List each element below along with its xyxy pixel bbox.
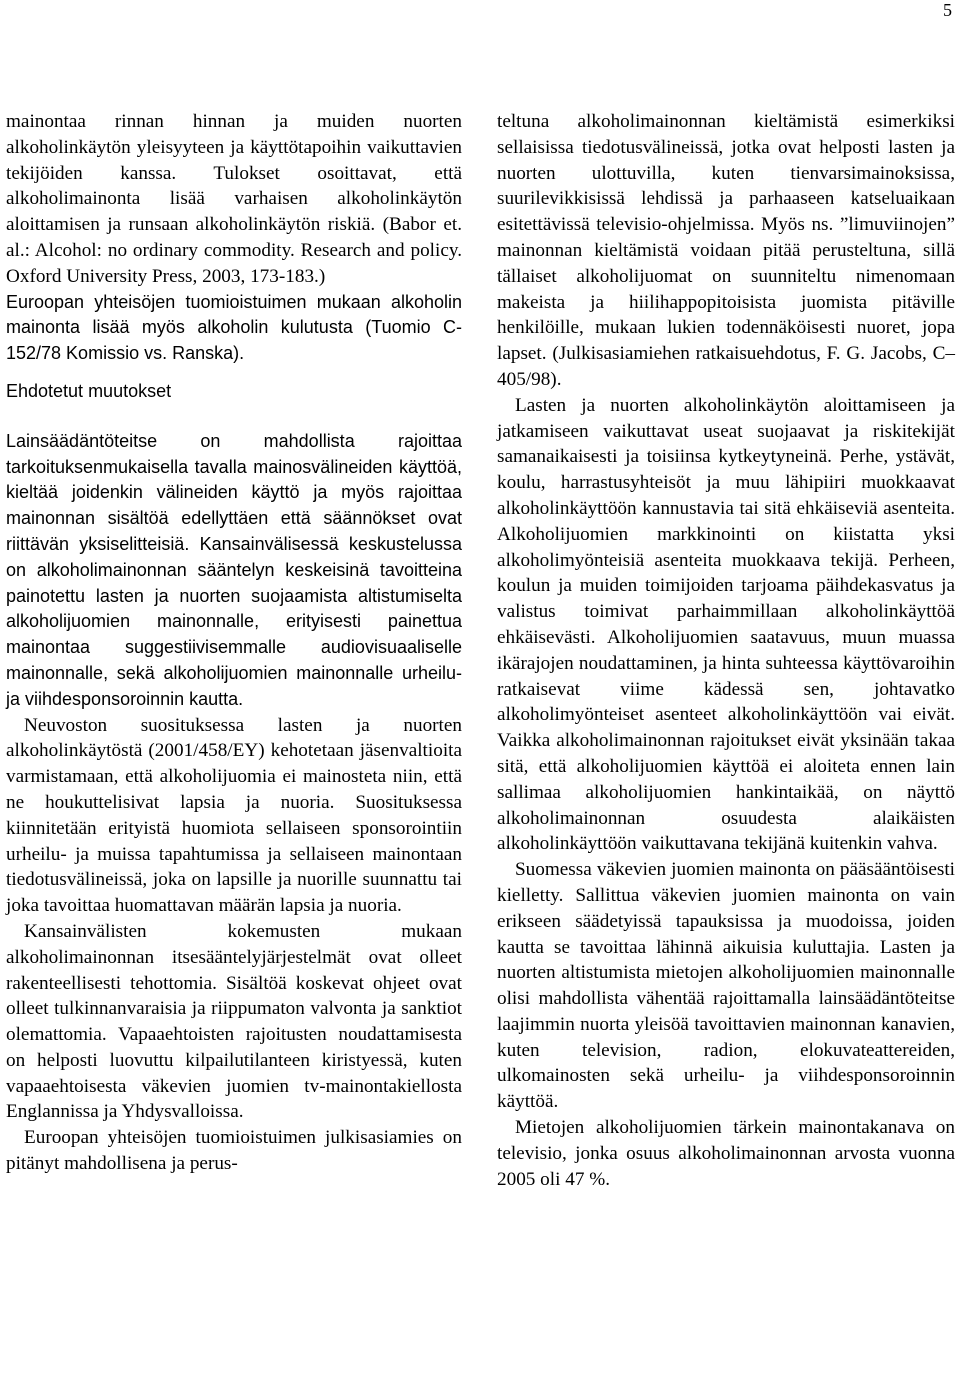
right-column	[497, 109, 955, 1192]
paragraph: Euroopan yhteisöjen tuomioistuimen mukaan alkoholin mainonta lisää myös alkoholin kulutusta (Tuomio C-152/78 Komissio vs. Ranska).	[6, 291, 462, 364]
left-column	[6, 109, 462, 1177]
paragraph: mainontaa rinnan hinnan ja muiden nuorten alkoholinkäytön yleisyyteen ja käyttötapoihin vaikuttavien tekijöiden kanssa. Tulokset osoittavat, että alkoholimainonta lisää varhaisen alkoholinkäytön aloittamisen ja runsaan alkoholinkäytön riskiä. (Babor et. al.: Alcohol: no ordinary commodity. Research and policy. Oxford University Press, 2003, 173-183.)	[6, 111, 462, 287]
paragraph: Kansainvälisten kokemusten mukaan alkoholimainonnan itsesääntelyjärjestelmät ovat olleet rakenteellisesti tehottomia. Sisältöä koskevat ohjeet ovat olleet tulkinnanvaraisia ja riippumaton valvonta ja sanktiot olemattomia. Vapaaehtoisten rajoitusten noudattamisesta on helposti luovuttu kilpailutilanteen kiristyessä, kuten vapaaehtoisesta väkevien juomien tv-mainontakiellosta Englannissa ja Yhdysvalloissa.	[6, 920, 462, 1123]
section-heading: Ehdotetut muutokset	[6, 380, 172, 401]
paragraph: teltuna alkoholimainonnan kieltämistä esimerkiksi sellaisissa tiedotusvälineissä, jotka ovat helposti lasten ja nuorten ulottuvilla, kuten tienvarsimainoksissa, suurilevikkisissä lehdissä ja parhaaseen katseluaikaan esitettävissä televisio-ohjelmissa. Myös ns. ”limuviinojen” mainonnan kieltämistä voidaan pitää perusteltuna, sillä tällaiset alkoholijuomat on suunniteltu nimenomaan makeista ja hiilihappopitoisista juomista pitäville henkilöille, mukaan lukien todennäköisesti nuoret, jopa lapset. (Julkisasiamiehen ratkaisuehdotus, F. G. Jacobs, C–405/98).	[497, 111, 955, 390]
paragraph: Mietojen alkoholijuomien tärkein mainontakanava on televisio, jonka osuus alkoholimainonnan arvosta vuonna 2005 oli 47 %.	[497, 1117, 955, 1190]
paragraph: Suomessa väkevien juomien mainonta on pääsääntöisesti kielletty. Sallittua väkevien juomien mainonta on vain erikseen säädetyissä tapauksissa ja muodoissa, joiden kautta se tavoittaa lähinnä aikuisia kuluttajia. Lasten ja nuorten altistumista mietojen alkoholijuomien mainonnalle olisi mahdollista vähentää rajoittamalla lainsäädäntöteitse laajimmin nuorta yleisöä tavoittavien mainonnan kanavien, kuten television, radion, elokuvateattereiden, ulkomainosten sekä urheilu- ja viihdesponsoroinnin käyttöä.	[497, 859, 955, 1113]
paragraph: Neuvoston suosituksessa lasten ja nuorten alkoholinkäytöstä (2001/458/EY) kehotetaan jäsenvaltioita varmistamaan, että alkoholijuomia ei mainosteta niin, että ne houkuttelisivat lapsia ja nuoria. Suosituksessa kiinnitetään erityistä huomiota sellaiseen sponsorointiin urheilu- ja muissa tapahtumissa ja sellaiseen mainontaan tiedotusvälineissä, joka on lapsille ja nuorille suunnattu tai joka tavoittaa huomattavan määrän lapsia ja nuoria.	[6, 714, 462, 917]
paragraph: Euroopan yhteisöjen tuomioistuimen julkisasiamies on pitänyt mahdollisena ja perus-	[6, 1127, 462, 1175]
paragraph: Lainsäädäntöteitse on mahdollista rajoittaa tarkoituksenmukaisella tavalla mainosvälineiden käyttöä, kieltää joidenkin välineiden käyttö ja myös rajoittaa mainonnan sisältöä edellyttäen että säännökset ovat riittävän yksiselitteisiä. Kansainvälisessä keskustelussa on alkoholimainonnan sääntelyn keskeisinä tavoitteina painotettu lasten ja nuorten suojaamista altistumiselta alkoholijuomien mainonnalle, erityisesti painettua mainontaa suggestiivisemmalle audiovisuaaliselle mainonnalle, sekä alkoholijuomien mainonnalle urheilu- ja viihdesponsoroinnin kautta.	[6, 430, 462, 709]
page-number: 5	[943, 0, 952, 20]
paragraph: Lasten ja nuorten alkoholinkäytön aloittamiseen ja jatkamiseen vaikuttavat useat suojaavat ja riskitekijät samanaikaisesti ja toisiinsa kytkeytyneinä. Perhe, ystävät, koulu, harrastusyhteisöt ja muu lähipiiri muokkaavat alkoholinkäyttöön kannustavia tai sitä ehkäiseviä asenteita. Alkoholijuomien markkinointi on kiistatta yksi alkoholimyönteisiä asenteita muokkaava tekijä. Perheen, koulun ja muiden toimijoiden tarjoama päihdekasvatus ja valistus toimivat parhaimmillaan alkoholinkäyttöä ehkäisevästi. Alkoholijuomien saatavuus, muun muassa ikärajojen noudattaminen, ja hinta suhteessa käyttövaroihin ratkaisevat viime kädessä sen, johtavatko alkoholimyönteiset asenteet alkoholinkäyttöön vai eivät. Vaikka alkoholimainonnan rajoitukset eivät yksinään takaa sitä, että alkoholijuomien käyttöä ei aloiteta ennen lain sallimaa alkoholijuomien hankintaikää, on näyttö alkoholimainonnan osuudesta alaikäisten alkoholinkäyttöön vaikuttavana tekijänä kuitenkin vahva.	[497, 394, 955, 855]
